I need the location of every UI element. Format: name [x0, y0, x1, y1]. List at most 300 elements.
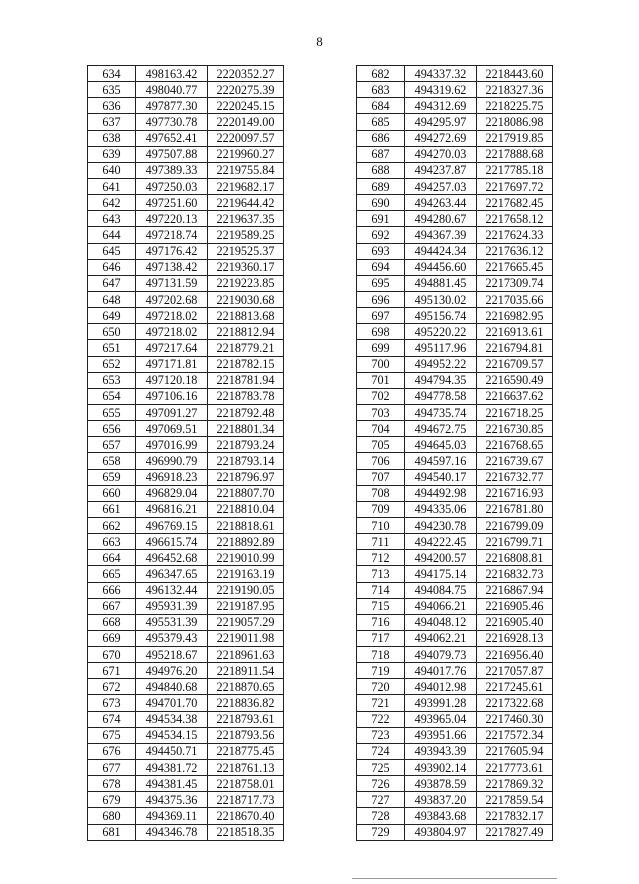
point-number-cell: 703	[357, 404, 405, 420]
y-coordinate-cell: 2219360.17	[208, 259, 284, 275]
point-number-cell: 646	[88, 259, 136, 275]
y-coordinate-cell: 2218793.24	[208, 437, 284, 453]
y-coordinate-cell: 2219755.84	[208, 162, 284, 178]
point-number-cell: 711	[357, 534, 405, 550]
y-coordinate-cell: 2220352.27	[208, 66, 284, 82]
x-coordinate-cell: 495130.02	[405, 291, 477, 307]
x-coordinate-cell: 494263.44	[405, 195, 477, 211]
point-number-cell: 635	[88, 82, 136, 98]
point-number-cell: 677	[88, 760, 136, 776]
point-number-cell: 705	[357, 437, 405, 453]
table-row	[88, 760, 284, 776]
y-coordinate-cell: 2218812.94	[208, 324, 284, 340]
y-coordinate-cell: 2216794.81	[477, 340, 553, 356]
y-coordinate-cell: 2217665.45	[477, 259, 553, 275]
point-number-cell: 641	[88, 178, 136, 194]
point-number-cell: 710	[357, 517, 405, 533]
table-row	[357, 630, 553, 646]
point-number-cell: 721	[357, 695, 405, 711]
table-row	[357, 776, 553, 792]
x-coordinate-cell: 493943.39	[405, 743, 477, 759]
y-coordinate-cell: 2218796.97	[208, 469, 284, 485]
point-number-cell: 674	[88, 711, 136, 727]
y-coordinate-cell: 2220097.57	[208, 130, 284, 146]
x-coordinate-cell: 494048.12	[405, 614, 477, 630]
point-number-cell: 670	[88, 647, 136, 663]
table-row	[357, 760, 553, 776]
point-number-cell: 687	[357, 146, 405, 162]
x-coordinate-cell: 497218.02	[136, 324, 208, 340]
x-coordinate-cell: 494337.32	[405, 66, 477, 82]
y-coordinate-cell: 2217624.33	[477, 227, 553, 243]
table-row	[357, 114, 553, 130]
point-number-cell: 657	[88, 437, 136, 453]
table-row	[357, 743, 553, 759]
x-coordinate-cell: 494794.35	[405, 372, 477, 388]
point-number-cell: 723	[357, 727, 405, 743]
point-number-cell: 634	[88, 66, 136, 82]
point-number-cell: 714	[357, 582, 405, 598]
table-row	[88, 614, 284, 630]
point-number-cell: 715	[357, 598, 405, 614]
x-coordinate-cell: 494319.62	[405, 82, 477, 98]
x-coordinate-cell: 497138.42	[136, 259, 208, 275]
y-coordinate-cell: 2216905.46	[477, 598, 553, 614]
bottom-divider	[352, 878, 557, 879]
table-row	[357, 501, 553, 517]
x-coordinate-cell: 494270.03	[405, 146, 477, 162]
y-coordinate-cell: 2216832.73	[477, 566, 553, 582]
x-coordinate-cell: 494976.20	[136, 663, 208, 679]
table-row	[357, 695, 553, 711]
table-row	[357, 437, 553, 453]
table-row	[88, 582, 284, 598]
point-number-cell: 649	[88, 308, 136, 324]
x-coordinate-cell: 494369.11	[136, 808, 208, 824]
x-coordinate-cell: 494952.22	[405, 356, 477, 372]
table-row	[357, 130, 553, 146]
x-coordinate-cell: 494222.45	[405, 534, 477, 550]
point-number-cell: 651	[88, 340, 136, 356]
x-coordinate-cell: 494701.70	[136, 695, 208, 711]
x-coordinate-cell: 494381.72	[136, 760, 208, 776]
table-row	[357, 98, 553, 114]
y-coordinate-cell: 2217309.74	[477, 275, 553, 291]
point-number-cell: 695	[357, 275, 405, 291]
x-coordinate-cell: 497218.02	[136, 308, 208, 324]
x-coordinate-cell: 497218.74	[136, 227, 208, 243]
x-coordinate-cell: 495156.74	[405, 308, 477, 324]
y-coordinate-cell: 2218793.14	[208, 453, 284, 469]
table-row	[88, 66, 284, 82]
y-coordinate-cell: 2217035.66	[477, 291, 553, 307]
point-number-cell: 678	[88, 776, 136, 792]
y-coordinate-cell: 2217827.49	[477, 824, 553, 840]
y-coordinate-cell: 2218793.61	[208, 711, 284, 727]
y-coordinate-cell: 2217832.17	[477, 808, 553, 824]
table-row	[357, 421, 553, 437]
y-coordinate-cell: 2216905.40	[477, 614, 553, 630]
y-coordinate-cell: 2218801.34	[208, 421, 284, 437]
x-coordinate-cell: 494456.60	[405, 259, 477, 275]
y-coordinate-cell: 2216808.81	[477, 550, 553, 566]
point-number-cell: 675	[88, 727, 136, 743]
point-number-cell: 639	[88, 146, 136, 162]
y-coordinate-cell: 2218961.63	[208, 647, 284, 663]
point-number-cell: 664	[88, 550, 136, 566]
point-number-cell: 689	[357, 178, 405, 194]
point-number-cell: 643	[88, 211, 136, 227]
y-coordinate-cell: 2219589.25	[208, 227, 284, 243]
x-coordinate-cell: 494017.76	[405, 663, 477, 679]
point-number-cell: 686	[357, 130, 405, 146]
x-coordinate-cell: 496829.04	[136, 485, 208, 501]
y-coordinate-cell: 2216982.95	[477, 308, 553, 324]
x-coordinate-cell: 494840.68	[136, 679, 208, 695]
table-row	[88, 437, 284, 453]
x-coordinate-cell: 497176.42	[136, 243, 208, 259]
x-coordinate-cell: 495531.39	[136, 614, 208, 630]
point-number-cell: 636	[88, 98, 136, 114]
y-coordinate-cell: 2216732.77	[477, 469, 553, 485]
table-row	[88, 356, 284, 372]
y-coordinate-cell: 2216781.80	[477, 501, 553, 517]
y-coordinate-cell: 2216768.65	[477, 437, 553, 453]
x-coordinate-cell: 494084.75	[405, 582, 477, 598]
table-row	[88, 146, 284, 162]
y-coordinate-cell: 2217682.45	[477, 195, 553, 211]
x-coordinate-cell: 493991.28	[405, 695, 477, 711]
y-coordinate-cell: 2219960.27	[208, 146, 284, 162]
x-coordinate-cell: 497120.18	[136, 372, 208, 388]
point-number-cell: 663	[88, 534, 136, 550]
table-row	[357, 82, 553, 98]
y-coordinate-cell: 2217919.85	[477, 130, 553, 146]
x-coordinate-cell: 494424.34	[405, 243, 477, 259]
table-row	[357, 146, 553, 162]
point-number-cell: 637	[88, 114, 136, 130]
table-row	[88, 598, 284, 614]
point-number-cell: 680	[88, 808, 136, 824]
y-coordinate-cell: 2217322.68	[477, 695, 553, 711]
page-number: 8	[316, 34, 323, 49]
table-row	[357, 162, 553, 178]
table-row	[88, 259, 284, 275]
point-number-cell: 719	[357, 663, 405, 679]
x-coordinate-cell: 494375.36	[136, 792, 208, 808]
x-coordinate-cell: 497652.41	[136, 130, 208, 146]
table-row	[357, 792, 553, 808]
point-number-cell: 650	[88, 324, 136, 340]
table-row	[88, 291, 284, 307]
point-number-cell: 706	[357, 453, 405, 469]
x-coordinate-cell: 497730.78	[136, 114, 208, 130]
table-row	[357, 404, 553, 420]
table-row	[357, 582, 553, 598]
y-coordinate-cell: 2216716.93	[477, 485, 553, 501]
y-coordinate-cell: 2218911.54	[208, 663, 284, 679]
point-number-cell: 662	[88, 517, 136, 533]
x-coordinate-cell: 494735.74	[405, 404, 477, 420]
table-row	[88, 711, 284, 727]
point-number-cell: 717	[357, 630, 405, 646]
table-row	[88, 82, 284, 98]
table-row	[88, 388, 284, 404]
point-number-cell: 697	[357, 308, 405, 324]
y-coordinate-cell: 2216956.40	[477, 647, 553, 663]
x-coordinate-cell: 494079.73	[405, 647, 477, 663]
y-coordinate-cell: 2217636.12	[477, 243, 553, 259]
x-coordinate-cell: 497202.68	[136, 291, 208, 307]
table-row	[88, 211, 284, 227]
x-coordinate-cell: 496918.23	[136, 469, 208, 485]
x-coordinate-cell: 494881.45	[405, 275, 477, 291]
table-row	[88, 469, 284, 485]
point-number-cell: 647	[88, 275, 136, 291]
y-coordinate-cell: 2219011.98	[208, 630, 284, 646]
x-coordinate-cell: 496347.65	[136, 566, 208, 582]
y-coordinate-cell: 2216928.13	[477, 630, 553, 646]
point-number-cell: 709	[357, 501, 405, 517]
y-coordinate-cell: 2218807.70	[208, 485, 284, 501]
x-coordinate-cell: 494381.45	[136, 776, 208, 792]
y-coordinate-cell: 2220245.15	[208, 98, 284, 114]
x-coordinate-cell: 495117.96	[405, 340, 477, 356]
table-row	[357, 259, 553, 275]
x-coordinate-cell: 496615.74	[136, 534, 208, 550]
x-coordinate-cell: 494672.75	[405, 421, 477, 437]
x-coordinate-cell: 494295.97	[405, 114, 477, 130]
y-coordinate-cell: 2218781.94	[208, 372, 284, 388]
table-row	[88, 178, 284, 194]
table-row	[357, 566, 553, 582]
point-number-cell: 669	[88, 630, 136, 646]
table-row	[88, 421, 284, 437]
y-coordinate-cell: 2219637.35	[208, 211, 284, 227]
y-coordinate-cell: 2219187.95	[208, 598, 284, 614]
table-row	[88, 404, 284, 420]
x-coordinate-cell: 494335.06	[405, 501, 477, 517]
x-coordinate-cell: 493804.97	[405, 824, 477, 840]
point-number-cell: 672	[88, 679, 136, 695]
point-number-cell: 683	[357, 82, 405, 98]
table-row	[357, 66, 553, 82]
point-number-cell: 656	[88, 421, 136, 437]
point-number-cell: 661	[88, 501, 136, 517]
point-number-cell: 707	[357, 469, 405, 485]
point-number-cell: 688	[357, 162, 405, 178]
y-coordinate-cell: 2218810.04	[208, 501, 284, 517]
x-coordinate-cell: 494312.69	[405, 98, 477, 114]
point-number-cell: 660	[88, 485, 136, 501]
table-row	[88, 324, 284, 340]
coordinates-table-right-body	[357, 66, 553, 841]
y-coordinate-cell: 2218870.65	[208, 679, 284, 695]
point-number-cell: 712	[357, 550, 405, 566]
y-coordinate-cell: 2218892.89	[208, 534, 284, 550]
table-row	[88, 243, 284, 259]
y-coordinate-cell: 2217859.54	[477, 792, 553, 808]
table-row	[88, 485, 284, 501]
y-coordinate-cell: 2218792.48	[208, 404, 284, 420]
x-coordinate-cell: 496816.21	[136, 501, 208, 517]
y-coordinate-cell: 2218813.68	[208, 308, 284, 324]
y-coordinate-cell: 2218779.21	[208, 340, 284, 356]
x-coordinate-cell: 494237.87	[405, 162, 477, 178]
table-row	[357, 598, 553, 614]
table-row	[88, 776, 284, 792]
y-coordinate-cell: 2219030.68	[208, 291, 284, 307]
point-number-cell: 692	[357, 227, 405, 243]
x-coordinate-cell: 494778.58	[405, 388, 477, 404]
x-coordinate-cell: 493951.66	[405, 727, 477, 743]
x-coordinate-cell: 497091.27	[136, 404, 208, 420]
table-row	[88, 727, 284, 743]
point-number-cell: 698	[357, 324, 405, 340]
y-coordinate-cell: 2216590.49	[477, 372, 553, 388]
x-coordinate-cell: 496132.44	[136, 582, 208, 598]
point-number-cell: 676	[88, 743, 136, 759]
table-row	[88, 534, 284, 550]
table-row	[357, 453, 553, 469]
table-row	[357, 324, 553, 340]
table-row	[357, 227, 553, 243]
x-coordinate-cell: 495220.22	[405, 324, 477, 340]
point-number-cell: 684	[357, 98, 405, 114]
x-coordinate-cell: 494597.16	[405, 453, 477, 469]
y-coordinate-cell: 2218775.45	[208, 743, 284, 759]
point-number-cell: 652	[88, 356, 136, 372]
y-coordinate-cell: 2216709.57	[477, 356, 553, 372]
y-coordinate-cell: 2216799.71	[477, 534, 553, 550]
point-number-cell: 708	[357, 485, 405, 501]
x-coordinate-cell: 494492.98	[405, 485, 477, 501]
y-coordinate-cell: 2217888.68	[477, 146, 553, 162]
table-row	[357, 679, 553, 695]
table-row	[88, 308, 284, 324]
table-row	[88, 98, 284, 114]
table-row	[357, 308, 553, 324]
point-number-cell: 671	[88, 663, 136, 679]
point-number-cell: 699	[357, 340, 405, 356]
table-row	[88, 663, 284, 679]
table-row	[88, 130, 284, 146]
point-number-cell: 694	[357, 259, 405, 275]
x-coordinate-cell: 494062.21	[405, 630, 477, 646]
coordinates-table-left-body	[88, 66, 284, 841]
point-number-cell: 644	[88, 227, 136, 243]
y-coordinate-cell: 2218518.35	[208, 824, 284, 840]
table-row	[357, 388, 553, 404]
point-number-cell: 704	[357, 421, 405, 437]
table-row	[88, 743, 284, 759]
y-coordinate-cell: 2219682.17	[208, 178, 284, 194]
point-number-cell: 720	[357, 679, 405, 695]
point-number-cell: 655	[88, 404, 136, 420]
y-coordinate-cell: 2217057.87	[477, 663, 553, 679]
table-row	[88, 162, 284, 178]
x-coordinate-cell: 497251.60	[136, 195, 208, 211]
x-coordinate-cell: 494200.57	[405, 550, 477, 566]
y-coordinate-cell: 2216718.25	[477, 404, 553, 420]
x-coordinate-cell: 494540.17	[405, 469, 477, 485]
table-row	[357, 275, 553, 291]
point-number-cell: 728	[357, 808, 405, 824]
x-coordinate-cell: 497069.51	[136, 421, 208, 437]
point-number-cell: 658	[88, 453, 136, 469]
table-row	[88, 824, 284, 840]
point-number-cell: 685	[357, 114, 405, 130]
table-row	[88, 340, 284, 356]
x-coordinate-cell: 493902.14	[405, 760, 477, 776]
y-coordinate-cell: 2219163.19	[208, 566, 284, 582]
point-number-cell: 726	[357, 776, 405, 792]
point-number-cell: 702	[357, 388, 405, 404]
table-row	[357, 727, 553, 743]
point-number-cell: 729	[357, 824, 405, 840]
y-coordinate-cell: 2218327.36	[477, 82, 553, 98]
table-row	[88, 630, 284, 646]
table-row	[357, 291, 553, 307]
x-coordinate-cell: 495218.67	[136, 647, 208, 663]
x-coordinate-cell: 494534.38	[136, 711, 208, 727]
table-row	[88, 114, 284, 130]
point-number-cell: 681	[88, 824, 136, 840]
x-coordinate-cell: 497016.99	[136, 437, 208, 453]
y-coordinate-cell: 2218758.01	[208, 776, 284, 792]
x-coordinate-cell: 496990.79	[136, 453, 208, 469]
point-number-cell: 701	[357, 372, 405, 388]
y-coordinate-cell: 2218761.13	[208, 760, 284, 776]
table-row	[357, 340, 553, 356]
table-row	[88, 679, 284, 695]
table-row	[357, 211, 553, 227]
x-coordinate-cell: 493965.04	[405, 711, 477, 727]
y-coordinate-cell: 2217658.12	[477, 211, 553, 227]
y-coordinate-cell: 2218717.73	[208, 792, 284, 808]
y-coordinate-cell: 2217460.30	[477, 711, 553, 727]
point-number-cell: 716	[357, 614, 405, 630]
x-coordinate-cell: 494534.15	[136, 727, 208, 743]
point-number-cell: 722	[357, 711, 405, 727]
y-coordinate-cell: 2217869.32	[477, 776, 553, 792]
x-coordinate-cell: 494272.69	[405, 130, 477, 146]
point-number-cell: 666	[88, 582, 136, 598]
point-number-cell: 654	[88, 388, 136, 404]
table-row	[357, 550, 553, 566]
table-row	[357, 647, 553, 663]
table-row	[357, 195, 553, 211]
table-row	[357, 711, 553, 727]
table-row	[357, 614, 553, 630]
x-coordinate-cell: 494346.78	[136, 824, 208, 840]
table-row	[88, 453, 284, 469]
x-coordinate-cell: 493878.59	[405, 776, 477, 792]
table-row	[88, 517, 284, 533]
point-number-cell: 725	[357, 760, 405, 776]
coordinates-table-right	[356, 65, 553, 841]
x-coordinate-cell: 497389.33	[136, 162, 208, 178]
point-number-cell: 642	[88, 195, 136, 211]
x-coordinate-cell: 497171.81	[136, 356, 208, 372]
point-number-cell: 665	[88, 566, 136, 582]
y-coordinate-cell: 2219223.85	[208, 275, 284, 291]
table-row	[88, 195, 284, 211]
point-number-cell: 713	[357, 566, 405, 582]
point-number-cell: 691	[357, 211, 405, 227]
point-number-cell: 724	[357, 743, 405, 759]
x-coordinate-cell: 496452.68	[136, 550, 208, 566]
